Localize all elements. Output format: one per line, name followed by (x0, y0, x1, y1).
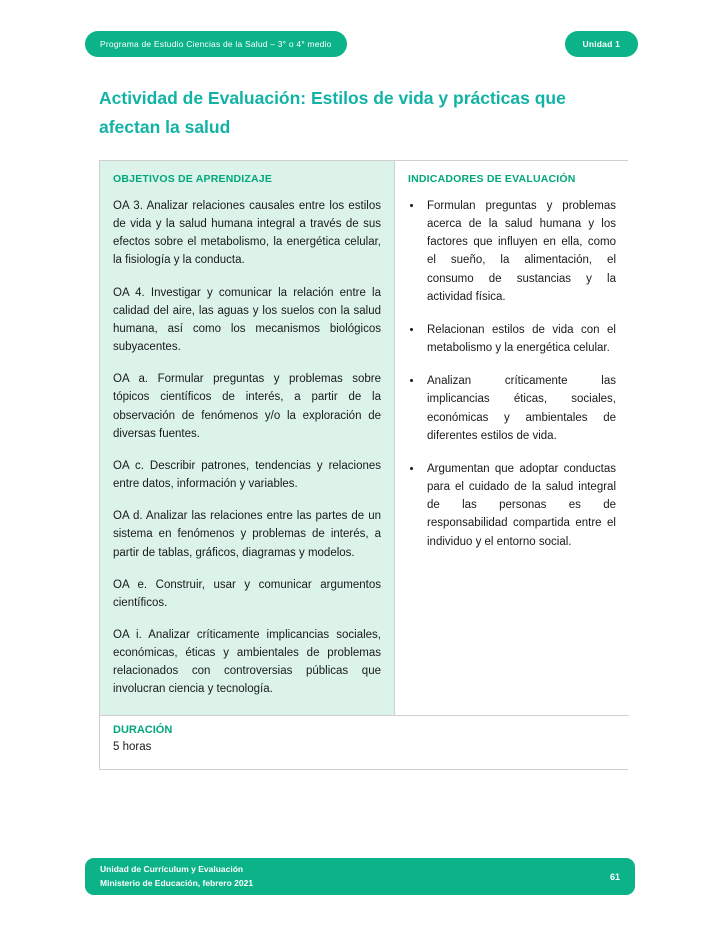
indicator-item: • Analizan críticamente las implicancias éticas, sociales, económicas y ambientales de diferentes estilos de vida. (423, 372, 616, 445)
page-number: 61 (609, 871, 620, 882)
unit-badge: Unidad 1 (565, 31, 639, 57)
objective-paragraph: OA c. Describir patrones, tendencias y relaciones entre datos, información y variables. (113, 459, 381, 491)
objective-paragraph: OA 3. Analizar relaciones causales entre los estilos de vida y la salud humana integral a través de sus efectos sobre el metabolismo, la energética celular, la fisiología y la conducta. (113, 200, 381, 267)
objective-paragraph: OA 4. Investigar y comunicar la relación entre la calidad del aire, las aguas y los suelos con la salud humana, así como los mecanismos biológicos subyacentes. (113, 286, 381, 354)
page-footer (85, 858, 635, 895)
indicator-list (408, 197, 616, 551)
duration-value: 5 horas (113, 740, 152, 753)
objective-paragraph: OA d. Analizar las relaciones entre las partes de un sistema en fenómenos y problemas de interés, a partir de tablas, gráficos, diagramas y modelos. (113, 510, 381, 559)
top-banner-row (85, 31, 638, 57)
duration-row (100, 715, 629, 769)
indicator-item: • Formulan preguntas y problemas acerca de la salud humana y los factores que influyen en ella, como el sueño, la alimentación, el consumo de sustancias y la actividad física. (423, 197, 616, 306)
indicators-header: INDICADORES DE EVALUACIÓN (408, 173, 576, 185)
page-title: Actividad de Evaluación: Estilos de vida y prácticas que afectan la salud (99, 88, 566, 137)
objective-paragraph: OA a. Formular preguntas y problemas sobre tópicos científicos de interés, a partir de la observación de fenómenos y/o la exploración de diversas fuentes. (113, 373, 381, 440)
objectives-header: OBJETIVOS DE APRENDIZAJE (113, 173, 273, 185)
objectives-column (100, 161, 395, 715)
objective-paragraph: OA i. Analizar críticamente implicancias sociales, económicas, éticas y ambientales de problemas relacionados con controversias públicas que involucran ciencia y tecnología. (113, 628, 381, 696)
footer-credits (100, 863, 253, 889)
program-banner: Programa de Estudio Ciencias de la Salud – 3° o 4° medio (85, 31, 347, 57)
evaluation-table (99, 160, 628, 770)
indicator-item: • Relacionan estilos de vida con el metabolismo y la energética celular. (423, 321, 616, 357)
duration-header: DURACIÓN (113, 723, 173, 736)
indicator-item: • Argumentan que adoptar conductas para el cuidado de la salud integral de las personas es de responsabilidad compartida entre el individuo y el entorno social. (423, 460, 616, 551)
footer-line-1: Unidad de Currículum y Evaluación (100, 864, 244, 875)
objective-paragraph: OA e. Construir, usar y comunicar argumentos científicos. (113, 578, 381, 609)
indicators-column (395, 161, 629, 715)
footer-line-2: Ministerio de Educación, febrero 2021 (100, 877, 254, 888)
